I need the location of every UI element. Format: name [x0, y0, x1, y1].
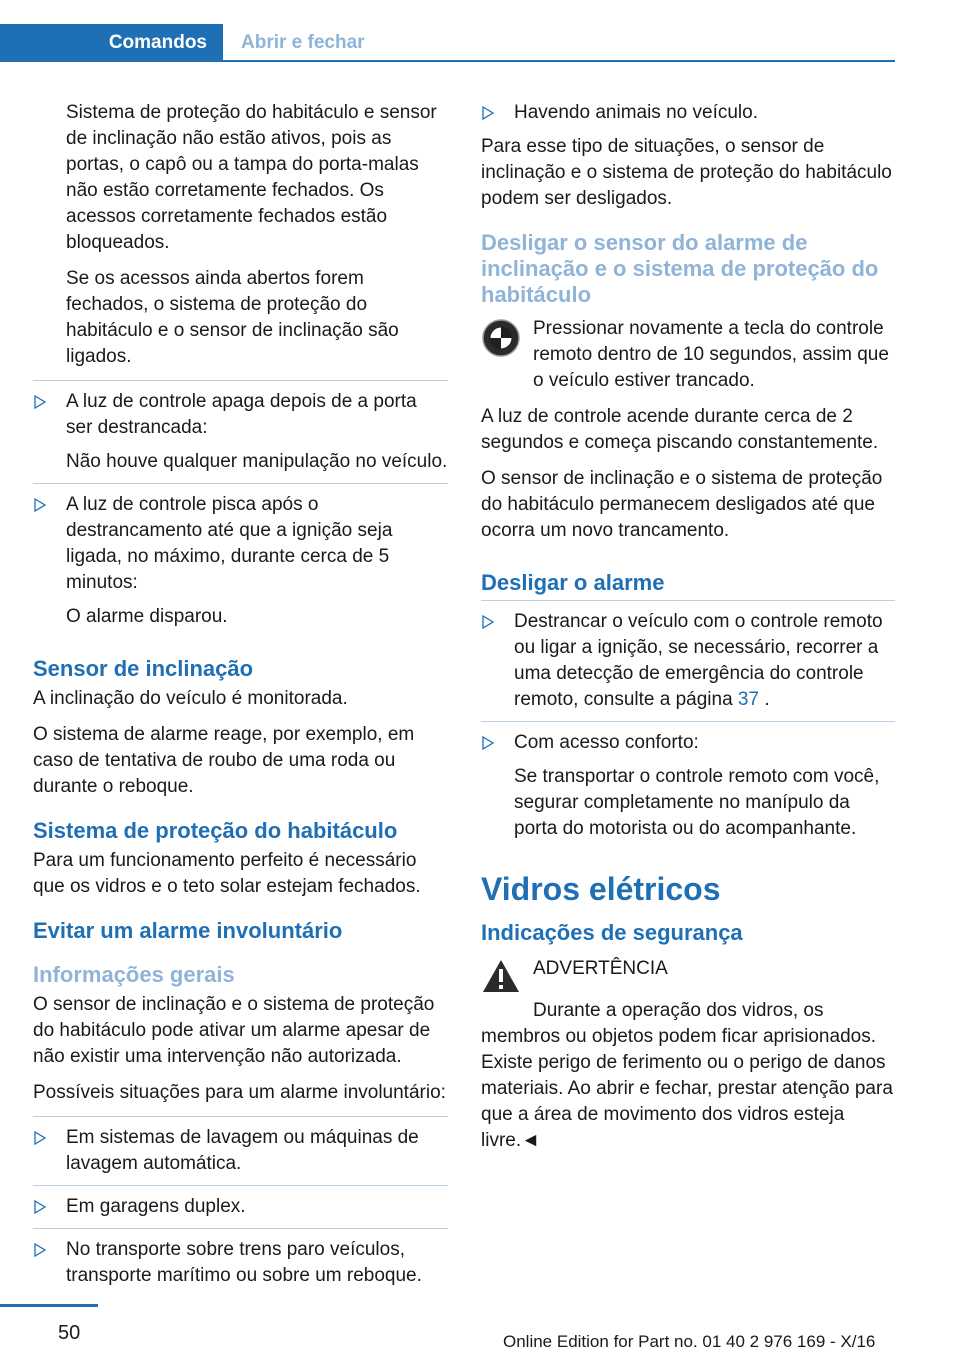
list-item-text: A luz de controle pisca após o destrancamento até que a ignição seja ligada, no máximo, durante cerca de 5 minutos:	[66, 494, 393, 593]
list-item-sub: Se transportar o controle remoto com você, segurar completamente no manípulo da porta do motorista ou do acompanhante.	[514, 766, 880, 839]
edition-text: Online Edition for Part no. 01 40 2 976 169 - X/16	[503, 1332, 876, 1351]
control-light-list	[33, 380, 448, 630]
light-paragraph: A luz de controle acende durante cerca de 2 segundos e começa piscando constantemente.	[481, 406, 879, 453]
heading-indicacoes-seguranca: Indicações de segurança	[481, 920, 743, 945]
header-tab-comandos: Comandos	[0, 24, 223, 62]
sensor-off-paragraph: O sensor de inclinação e o sistema de proteção do habitáculo permanecem desligados até que ocorra um novo trancamento.	[481, 468, 883, 541]
list-item-text: No transporte sobre trens paro veículos, transporte marítimo ou sobre um reboque.	[66, 1239, 422, 1286]
page-reference-link[interactable]: 37	[737, 689, 760, 710]
animals-list	[481, 100, 895, 126]
info-paragraph-1: O sensor de inclinação e o sistema de proteção do habitáculo pode ativar um alarme apesar de não existir uma intervenção não autorizada.	[33, 994, 435, 1067]
warning-title: ADVERTÊNCIA	[533, 958, 668, 979]
header-tab-abrir-fechar: Abrir e fechar	[241, 32, 365, 53]
warning-triangle-icon	[481, 958, 521, 994]
list-item	[33, 1186, 448, 1229]
intro-paragraph-1: Sistema de proteção do habitáculo e sensor de inclinação não estão ativos, pois as portas, o capô ou a tampa do porta-malas não estão corretamente fechados. Os acessos corretamente fechados estão bloqueados.	[66, 102, 437, 253]
header-rule	[223, 60, 895, 62]
list-item-text: Em sistemas de lavagem ou máquinas de lavagem automática.	[66, 1127, 419, 1174]
triangle-right-icon	[481, 736, 495, 750]
left-column	[33, 100, 448, 1297]
list-item-text: Em garagens duplex.	[66, 1196, 246, 1217]
list-item-text: Havendo animais no veículo.	[514, 102, 758, 123]
alarm-step-end: .	[759, 689, 770, 710]
intro-paragraph-2: Se os acessos ainda abertos forem fechados, o sistema de proteção do habitáculo e o sensor de inclinação são ligados.	[66, 268, 399, 367]
situations-paragraph: Para esse tipo de situações, o sensor de inclinação e o sistema de proteção do habitáculo podem ser desligados.	[481, 136, 892, 209]
heading-desligar-sensor: Desligar o sensor do alarme de inclinação e o sistema de proteção do habitáculo	[481, 230, 879, 307]
heading-sensor-inclinacao: Sensor de inclinação	[33, 656, 254, 681]
page-number: 50	[58, 1322, 81, 1344]
list-item-sub: O alarme disparou.	[66, 606, 228, 627]
list-item-sub: Não houve qualquer manipulação no veículo.	[66, 451, 448, 472]
info-paragraph-2: Possíveis situações para um alarme involuntário:	[33, 1082, 446, 1103]
warning-box	[481, 956, 895, 994]
heading-desligar-alarme: Desligar o alarme	[481, 570, 665, 595]
triangle-right-icon	[33, 498, 47, 512]
list-item	[33, 381, 448, 484]
page-header	[0, 0, 895, 62]
triangle-right-icon	[33, 1243, 47, 1257]
heading-evitar-alarme: Evitar um alarme involuntário	[33, 918, 343, 943]
list-item	[481, 722, 895, 842]
remote-key-paragraph: Pressionar novamente a tecla do controle remoto dentro de 10 segundos, assim que o veículo estiver trancado.	[533, 318, 889, 391]
list-item-text	[514, 609, 895, 713]
alarm-step-text: Destrancar o veículo com o controle remoto ou ligar a ignição, se necessário, recorrer a uma detecção de emergência do controle remoto, consulte a página	[514, 611, 883, 710]
heading-vidros-eletricos: Vidros elétricos	[481, 871, 721, 907]
heading-informacoes-gerais: Informações gerais	[33, 962, 235, 987]
inclinacao-paragraph-2: O sistema de alarme reage, por exemplo, em caso de tentativa de roubo de uma roda ou durante o reboque.	[33, 724, 415, 797]
triangle-right-icon	[481, 615, 495, 629]
list-item-text: A luz de controle apaga depois de a porta ser destrancada:	[66, 391, 417, 438]
right-column	[481, 100, 895, 1164]
bmw-logo-icon	[481, 318, 521, 358]
protecao-paragraph: Para um funcionamento perfeito é necessário que os vidros e o teto solar estejam fechados.	[33, 850, 421, 897]
list-item	[33, 484, 448, 630]
triangle-right-icon	[481, 106, 495, 120]
list-item-text: Com acesso conforto:	[514, 732, 699, 753]
triangle-right-icon	[33, 1131, 47, 1145]
list-item	[33, 1117, 448, 1186]
inclinacao-paragraph-1: A inclinação do veículo é monitorada.	[33, 688, 348, 709]
warning-text: Durante a operação dos vidros, os membros ou objetos podem ficar aprisionados. Existe perigo de ferimento ou o perigo de danos materiais. Ao abrir e fechar, prestar atenção para que a área de movimento dos vidros esteja livre.◄	[481, 1000, 893, 1151]
list-item	[481, 601, 895, 722]
remote-key-instruction	[481, 316, 895, 394]
footer-rule	[0, 1304, 98, 1307]
list-item	[33, 1229, 448, 1289]
alarm-off-list	[481, 600, 895, 842]
list-item	[481, 100, 895, 126]
triangle-right-icon	[33, 1200, 47, 1214]
triangle-right-icon	[33, 395, 47, 409]
situations-list	[33, 1116, 448, 1289]
heading-protecao-habitaculo: Sistema de proteção do habitáculo	[33, 818, 398, 843]
